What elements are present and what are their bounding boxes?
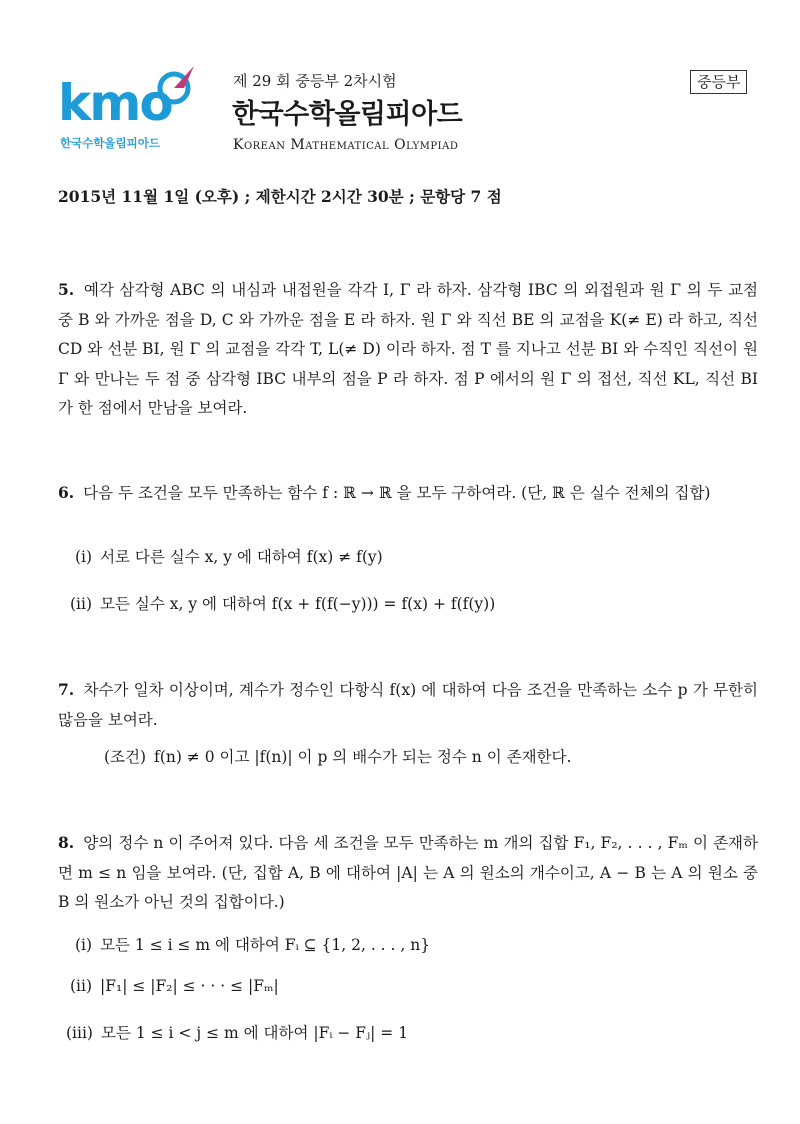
condition-item xyxy=(104,745,571,767)
problem-text: 차수가 일차 이상이며, 계수가 정수인 다항식 f(x) 에 대하여 다음 조건을 만족하는 소수 p 가 무한히 많음을 보여라. xyxy=(58,681,758,729)
condition-item xyxy=(66,1021,408,1043)
problem-number: 6. xyxy=(58,483,75,502)
problem-text: 양의 정수 n 이 주어져 있다. 다음 세 조건을 모두 만족하는 m 개의 집합 F₁, F₂, . . . , Fₘ 이 존재하면 m ≤ n 임을 보여라. (단, 집합 A, B 에 대하여 |A| 는 A 의 원소의 개수이고, A − B 는 A 의 원소 중 B 의 원소가 아닌 것의 집합이다.) xyxy=(58,834,759,911)
condition-text: 모든 1 ≤ i < j ≤ m 에 대하여 |Fᵢ − Fⱼ| = 1 xyxy=(100,1024,409,1042)
condition-text: |F₁| ≤ |F₂| ≤ · · · ≤ |Fₘ| xyxy=(100,977,279,995)
logo-subtext: 한국수학올림피아드 xyxy=(60,136,160,150)
division-badge: 중등부 xyxy=(690,70,747,94)
condition-item xyxy=(75,545,383,567)
exam-round: 제 29 회 중등부 2차시험 xyxy=(233,72,397,90)
problem-number: 8. xyxy=(58,833,75,852)
problem-text: 예각 삼각형 ABC 의 내심과 내접원을 각각 I, Γ 라 하자. 삼각형 IBC 의 외접원과 원 Γ 의 두 교점 중 B 와 가까운 점을 D, C 와 가까운 점을 E 라 하자. 원 Γ 와 직선 BE 의 교점을 K(≠ E) 라 하고, 직선 CD 와 선분 BI, 원 Γ 의 교점을 각각 T, L(≠ D) 이라 하자. 점 T 를 지나고 선분 BI 와 수직인 직선이 원 Γ 와 만나는 두 점 중 삼각형 IBC 내부의 점을 P 라 하자. 점 P 에서의 원 Γ 의 접선, 직선 KL, 직선 BI 가 한 점에서 만남을 보여라. xyxy=(58,281,759,417)
problem-text: 다음 두 조건을 모두 만족하는 함수 f : ℝ → ℝ 을 모두 구하여라. (단, ℝ 은 실수 전체의 집합) xyxy=(83,484,711,502)
condition-text: f(n) ≠ 0 이고 |f(n)| 이 p 의 배수가 되는 정수 n 이 존재한다. xyxy=(154,748,572,766)
problem-7 xyxy=(58,675,758,735)
condition-text: 모든 실수 x, y 에 대하여 f(x + f(f(−y))) = f(x) + f(f(y)) xyxy=(100,595,496,613)
condition-text: 서로 다른 실수 x, y 에 대하여 f(x) ≠ f(y) xyxy=(100,548,383,566)
problem-number: 7. xyxy=(58,680,75,699)
kmo-logo xyxy=(58,62,198,162)
problem-6 xyxy=(58,478,758,509)
condition-label: (ii) xyxy=(70,595,93,613)
condition-label: (i) xyxy=(75,548,93,566)
condition-item xyxy=(70,592,495,614)
page-title: 한국수학올림피아드 xyxy=(232,99,463,130)
condition-label: (조건) xyxy=(104,748,147,766)
exam-info: 2015년 11월 1일 (오후) ; 제한시간 2시간 30분 ; 문항당 7 점 xyxy=(58,187,502,206)
page-subtitle: Korean Mathematical Olympiad xyxy=(233,137,459,153)
condition-label: (ii) xyxy=(70,977,93,995)
problem-8 xyxy=(58,828,758,918)
logo-text: kmo xyxy=(58,74,172,132)
problem-number: 5. xyxy=(58,280,75,299)
problem-5 xyxy=(58,275,758,424)
condition-label: (iii) xyxy=(66,1024,93,1042)
condition-text: 모든 1 ≤ i ≤ m 에 대하여 Fᵢ ⊆ {1, 2, . . . , n} xyxy=(100,936,431,954)
condition-item xyxy=(75,933,430,955)
condition-label: (i) xyxy=(75,936,93,954)
condition-item xyxy=(70,977,279,995)
